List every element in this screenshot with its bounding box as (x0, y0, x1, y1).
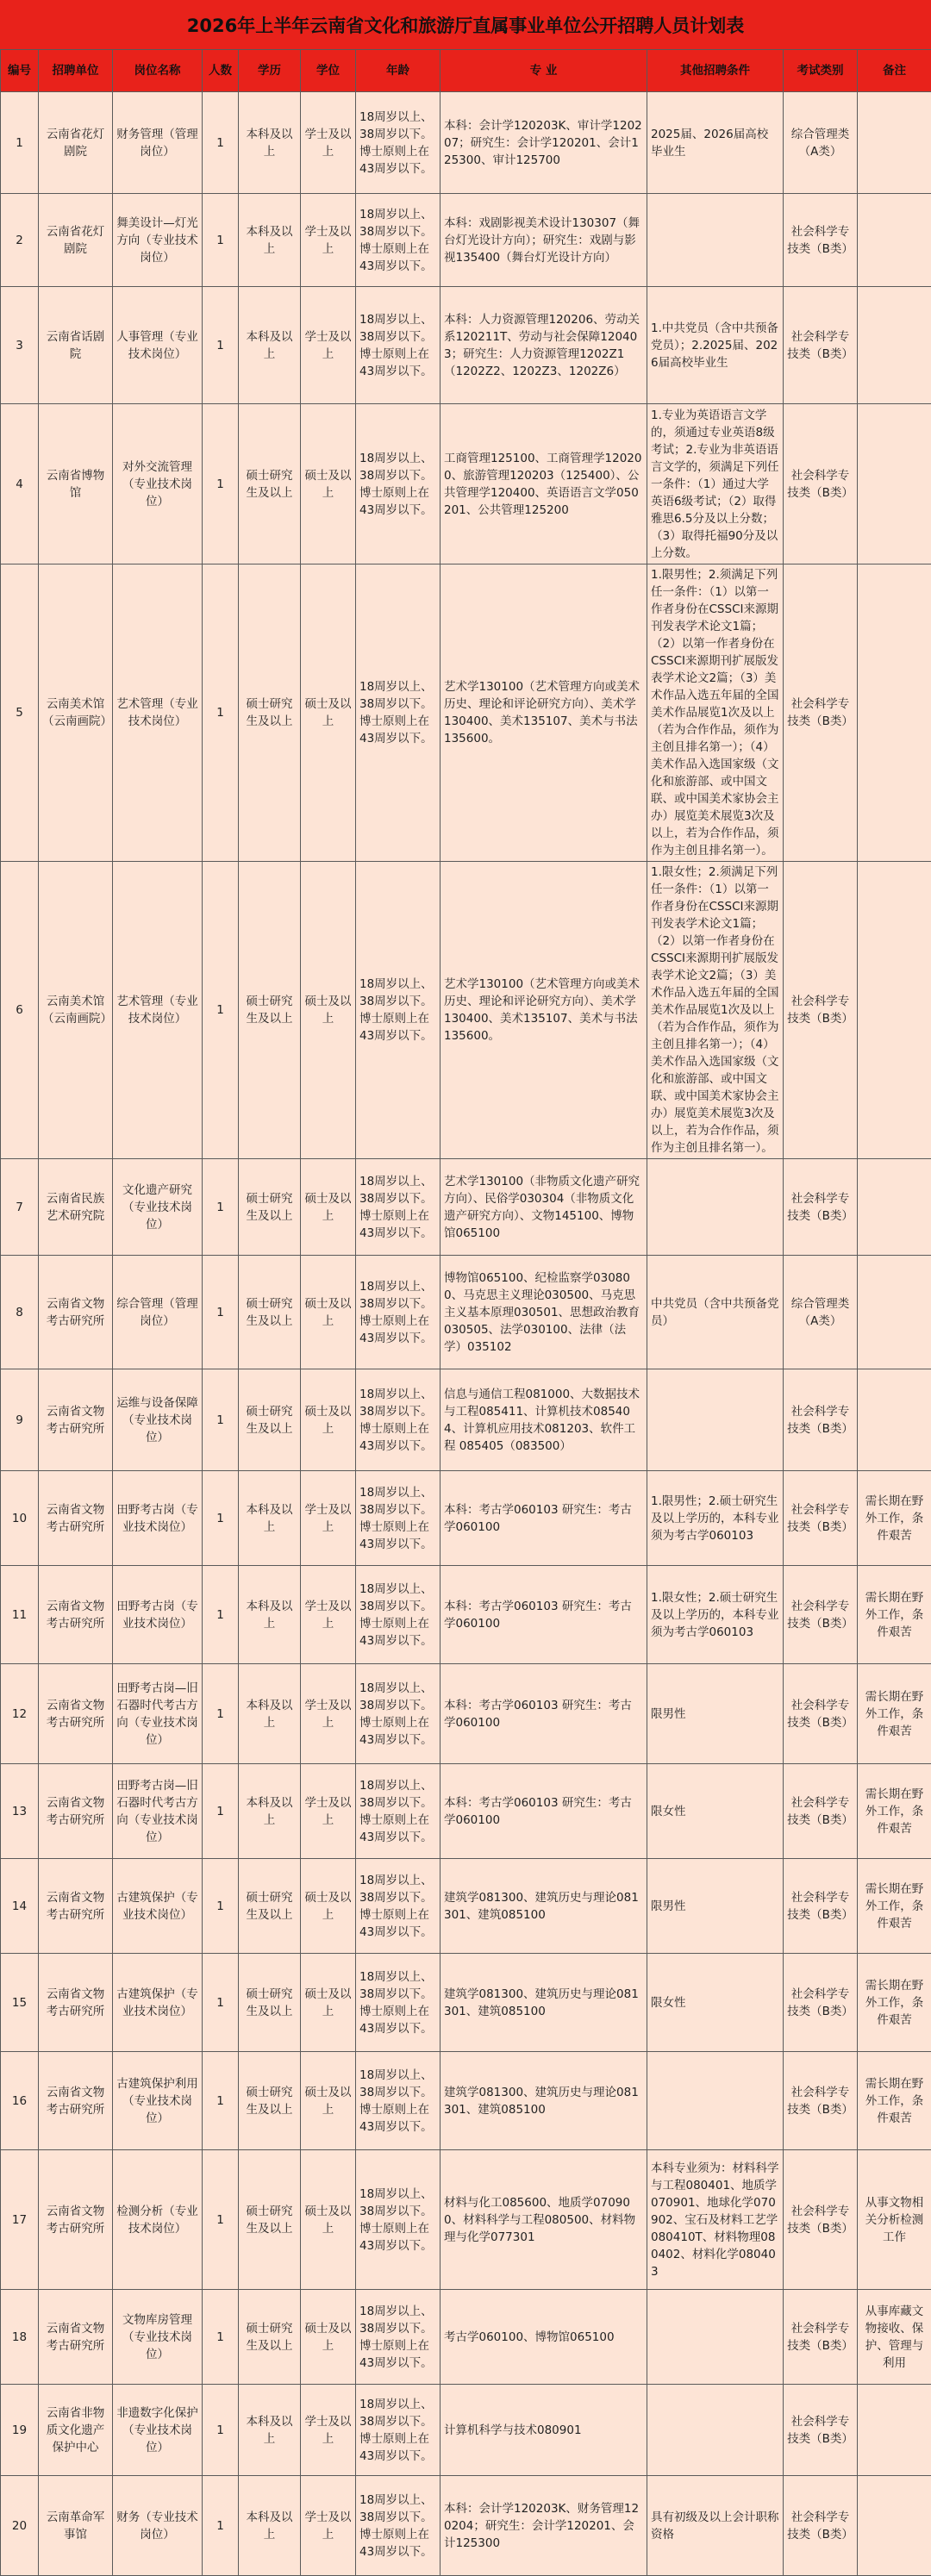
cell-other-conditions: 限女性 (647, 1954, 784, 2052)
col-header-age: 年龄 (356, 50, 441, 92)
cell-post: 综合管理（管理岗位） (113, 1256, 203, 1369)
cell-major: 本科：考古学060103 研究生：考古学060100 (441, 1764, 647, 1859)
cell-count: 1 (203, 1664, 239, 1764)
table-row (1, 2385, 931, 2476)
cell-exam-type: 社会科学专技类（B类） (784, 2476, 858, 2576)
cell-post: 财务（专业技术岗位） (113, 2476, 203, 2576)
cell-post: 古建筑保护（专业技术岗位） (113, 1954, 203, 2052)
cell-no: 18 (1, 2290, 39, 2385)
cell-degree: 硕士及以上 (301, 2150, 356, 2290)
col-header-note: 备注 (858, 50, 931, 92)
cell-count: 1 (203, 1471, 239, 1566)
cell-exam-type: 社会科学专技类（B类） (784, 2290, 858, 2385)
cell-degree: 硕士及以上 (301, 862, 356, 1159)
cell-no: 4 (1, 404, 39, 564)
cell-education: 硕士研究生及以上 (239, 862, 301, 1159)
cell-count: 1 (203, 1859, 239, 1954)
cell-count: 1 (203, 1256, 239, 1369)
cell-age: 18周岁以上、38周岁以下。博士原则上在43周岁以下。 (356, 1369, 441, 1471)
cell-note: 需长期在野外工作，条件艰苦 (858, 1664, 931, 1764)
cell-age: 18周岁以上、38周岁以下。博士原则上在43周岁以下。 (356, 1764, 441, 1859)
cell-degree: 学士及以上 (301, 1764, 356, 1859)
cell-education: 本科及以上 (239, 1471, 301, 1566)
cell-note (858, 1159, 931, 1256)
cell-note: 需长期在野外工作，条件艰苦 (858, 1764, 931, 1859)
cell-major: 信息与通信工程081000、大数据技术与工程085411、计算机技术085404、计算机应用技术081203、软件工程 085405（083500） (441, 1369, 647, 1471)
cell-other-conditions: 1.限男性；2.硕士研究生及以上学历的，本科专业须为考古学060103 (647, 1471, 784, 1566)
table-row (1, 287, 931, 404)
cell-education: 本科及以上 (239, 1664, 301, 1764)
cell-exam-type: 综合管理类（A类） (784, 1256, 858, 1369)
cell-post: 古建筑保护（专业技术岗位） (113, 1859, 203, 1954)
table-row (1, 1471, 931, 1566)
table-row (1, 2476, 931, 2576)
cell-exam-type: 社会科学专技类（B类） (784, 564, 858, 862)
table-row (1, 1256, 931, 1369)
cell-other-conditions: 1.限女性；2.硕士研究生及以上学历的，本科专业须为考古学060103 (647, 1566, 784, 1664)
cell-note (858, 2385, 931, 2476)
table-row (1, 862, 931, 1159)
cell-post: 检测分析（专业技术岗位） (113, 2150, 203, 2290)
cell-major: 本科：会计学120203K、财务管理120204；研究生：会计学120201、会计125300 (441, 2476, 647, 2576)
cell-major: 本科：考古学060103 研究生：考古学060100 (441, 1566, 647, 1664)
cell-post: 艺术管理（专业技术岗位） (113, 564, 203, 862)
cell-no: 12 (1, 1664, 39, 1764)
cell-age: 18周岁以上、38周岁以下。博士原则上在43周岁以下。 (356, 1664, 441, 1764)
cell-unit: 云南省非物质文化遗产保护中心 (39, 2385, 113, 2476)
cell-degree: 学士及以上 (301, 92, 356, 194)
cell-note (858, 92, 931, 194)
cell-count: 1 (203, 194, 239, 287)
cell-note: 从事文物相关分析检测工作 (858, 2150, 931, 2290)
cell-unit: 云南省文物考古研究所 (39, 2290, 113, 2385)
cell-unit: 云南省话剧院 (39, 287, 113, 404)
cell-count: 1 (203, 92, 239, 194)
cell-unit: 云南革命军事馆 (39, 2476, 113, 2576)
cell-no: 3 (1, 287, 39, 404)
cell-education: 硕士研究生及以上 (239, 1159, 301, 1256)
cell-major: 艺术学130100（非物质文化遗产研究方向）、民俗学030304（非物质文化遗产研究方向）、文物145100、博物馆065100 (441, 1159, 647, 1256)
cell-major: 考古学060100、博物馆065100 (441, 2290, 647, 2385)
cell-other-conditions: 限女性 (647, 1764, 784, 1859)
cell-unit: 云南省花灯剧院 (39, 92, 113, 194)
cell-note (858, 1256, 931, 1369)
cell-unit: 云南省文物考古研究所 (39, 1566, 113, 1664)
cell-major: 本科：戏剧影视美术设计130307（舞台灯光设计方向）；研究生：戏剧与影视135400（舞台灯光设计方向） (441, 194, 647, 287)
cell-age: 18周岁以上、38周岁以下。博士原则上在43周岁以下。 (356, 1256, 441, 1369)
cell-other-conditions (647, 1159, 784, 1256)
cell-education: 硕士研究生及以上 (239, 404, 301, 564)
table-row (1, 2150, 931, 2290)
cell-note: 需长期在野外工作，条件艰苦 (858, 1566, 931, 1664)
cell-education: 硕士研究生及以上 (239, 564, 301, 862)
cell-other-conditions: 1.限男性；2.须满足下列任一条件：（1）以第一作者身份在CSSCI来源期刊发表学术论文1篇；（2）以第一作者身份在CSSCI来源期刊扩展版发表学术论文2篇；（3）美术作品入选五年届的全国美术作品展览1次及以上（若为合作作品，须作为主创且排名第一）；（4）美术作品入选国家级（文化和旅游部、或中国文联、或中国美术家协会主办）展览美术展览3次及以上，若为合作作品，须作为主创且排名第一）。 (647, 564, 784, 862)
cell-exam-type: 社会科学专技类（B类） (784, 862, 858, 1159)
cell-note (858, 1369, 931, 1471)
cell-no: 1 (1, 92, 39, 194)
cell-age: 18周岁以上、38周岁以下。博士原则上在43周岁以下。 (356, 404, 441, 564)
cell-other-conditions (647, 194, 784, 287)
col-header-unit: 招聘单位 (39, 50, 113, 92)
cell-other-conditions (647, 2385, 784, 2476)
cell-degree: 学士及以上 (301, 2385, 356, 2476)
cell-note (858, 404, 931, 564)
table-row (1, 564, 931, 862)
cell-exam-type: 社会科学专技类（B类） (784, 1369, 858, 1471)
table-row (1, 1159, 931, 1256)
cell-major: 本科：会计学120203K、审计学120207；研究生：会计学120201、会计125300、审计125700 (441, 92, 647, 194)
cell-exam-type: 社会科学专技类（B类） (784, 2052, 858, 2150)
col-header-other-conditions: 其他招聘条件 (647, 50, 784, 92)
cell-note (858, 194, 931, 287)
cell-major: 本科：人力资源管理120206、劳动关系120211T、劳动与社会保障120403；研究生：人力资源管理1202Z1（1202Z2、1202Z3、1202Z6） (441, 287, 647, 404)
cell-note: 需长期在野外工作，条件艰苦 (858, 2052, 931, 2150)
cell-degree: 硕士及以上 (301, 2290, 356, 2385)
col-header-degree: 学位 (301, 50, 356, 92)
cell-exam-type: 社会科学专技类（B类） (784, 287, 858, 404)
cell-count: 1 (203, 404, 239, 564)
table-row (1, 1566, 931, 1664)
cell-degree: 硕士及以上 (301, 564, 356, 862)
cell-age: 18周岁以上、38周岁以下。博士原则上在43周岁以下。 (356, 194, 441, 287)
cell-other-conditions: 1.中共党员（含中共预备党员）；2.2025届、2026届高校毕业生 (647, 287, 784, 404)
cell-education: 硕士研究生及以上 (239, 2290, 301, 2385)
cell-unit: 云南省文物考古研究所 (39, 2052, 113, 2150)
cell-age: 18周岁以上、38周岁以下。博士原则上在43周岁以下。 (356, 564, 441, 862)
cell-age: 18周岁以上、38周岁以下。博士原则上在43周岁以下。 (356, 1859, 441, 1954)
cell-education: 本科及以上 (239, 1764, 301, 1859)
cell-no: 14 (1, 1859, 39, 1954)
cell-post: 田野考古岗—旧石器时代考古方向（专业技术岗位） (113, 1764, 203, 1859)
cell-count: 1 (203, 862, 239, 1159)
cell-no: 15 (1, 1954, 39, 2052)
cell-count: 1 (203, 287, 239, 404)
table-row (1, 1764, 931, 1859)
cell-education: 本科及以上 (239, 2476, 301, 2576)
cell-post: 对外交流管理（专业技术岗位） (113, 404, 203, 564)
cell-no: 2 (1, 194, 39, 287)
cell-note: 需长期在野外工作，条件艰苦 (858, 1471, 931, 1566)
cell-unit: 云南省文物考古研究所 (39, 1664, 113, 1764)
cell-degree: 硕士及以上 (301, 1159, 356, 1256)
cell-unit: 云南省文物考古研究所 (39, 1471, 113, 1566)
page-title: 2026年上半年云南省文化和旅游厅直属事业单位公开招聘人员计划表 (0, 0, 931, 50)
cell-other-conditions (647, 2052, 784, 2150)
cell-exam-type: 社会科学专技类（B类） (784, 1954, 858, 2052)
cell-post: 文物库房管理（专业技术岗位） (113, 2290, 203, 2385)
cell-education: 硕士研究生及以上 (239, 1256, 301, 1369)
cell-major: 艺术学130100（艺术管理方向或美术历史、理论和评论研究方向）、美术学130400、美术135107、美术与书法135600。 (441, 862, 647, 1159)
cell-count: 1 (203, 1954, 239, 2052)
cell-age: 18周岁以上、38周岁以下。博士原则上在43周岁以下。 (356, 2150, 441, 2290)
cell-age: 18周岁以上、38周岁以下。博士原则上在43周岁以下。 (356, 287, 441, 404)
cell-exam-type: 社会科学专技类（B类） (784, 1471, 858, 1566)
cell-post: 舞美设计—灯光方向（专业技术岗位） (113, 194, 203, 287)
cell-no: 16 (1, 2052, 39, 2150)
cell-exam-type: 社会科学专技类（B类） (784, 1664, 858, 1764)
table-row (1, 1369, 931, 1471)
cell-education: 硕士研究生及以上 (239, 1369, 301, 1471)
cell-no: 20 (1, 2476, 39, 2576)
cell-exam-type: 社会科学专技类（B类） (784, 2150, 858, 2290)
cell-exam-type: 社会科学专技类（B类） (784, 404, 858, 564)
table-row (1, 92, 931, 194)
cell-other-conditions: 本科专业须为：材料科学与工程080401、地质学070901、地球化学070902、宝石及材料工艺学080410T、材料物理080402、材料化学080403 (647, 2150, 784, 2290)
col-header-post: 岗位名称 (113, 50, 203, 92)
table-row (1, 1954, 931, 2052)
cell-education: 硕士研究生及以上 (239, 1859, 301, 1954)
cell-no: 13 (1, 1764, 39, 1859)
table-row (1, 1859, 931, 1954)
cell-count: 1 (203, 2052, 239, 2150)
cell-post: 运维与设备保障（专业技术岗位） (113, 1369, 203, 1471)
cell-other-conditions: 2025届、2026届高校毕业生 (647, 92, 784, 194)
cell-education: 本科及以上 (239, 287, 301, 404)
cell-degree: 学士及以上 (301, 1566, 356, 1664)
cell-education: 硕士研究生及以上 (239, 2150, 301, 2290)
cell-unit: 云南省文物考古研究所 (39, 1859, 113, 1954)
cell-degree: 学士及以上 (301, 1664, 356, 1764)
cell-age: 18周岁以上、38周岁以下。博士原则上在43周岁以下。 (356, 92, 441, 194)
cell-unit: 云南美术馆（云南画院） (39, 862, 113, 1159)
table-row (1, 2052, 931, 2150)
col-header-exam-type: 考试类别 (784, 50, 858, 92)
cell-count: 1 (203, 2150, 239, 2290)
cell-post: 艺术管理（专业技术岗位） (113, 862, 203, 1159)
cell-note: 从事库藏文物接收、保护、管理与利用 (858, 2290, 931, 2385)
cell-note (858, 862, 931, 1159)
cell-age: 18周岁以上、38周岁以下。博士原则上在43周岁以下。 (356, 2385, 441, 2476)
cell-no: 8 (1, 1256, 39, 1369)
cell-count: 1 (203, 1369, 239, 1471)
cell-other-conditions: 限男性 (647, 1664, 784, 1764)
table-row (1, 404, 931, 564)
cell-exam-type: 社会科学专技类（B类） (784, 194, 858, 287)
cell-degree: 学士及以上 (301, 194, 356, 287)
cell-major: 建筑学081300、建筑历史与理论081301、建筑085100 (441, 1954, 647, 2052)
cell-post: 非遗数字化保护（专业技术岗位） (113, 2385, 203, 2476)
table-row (1, 1664, 931, 1764)
cell-no: 19 (1, 2385, 39, 2476)
cell-degree: 硕士及以上 (301, 2052, 356, 2150)
cell-degree: 学士及以上 (301, 287, 356, 404)
cell-unit: 云南省文物考古研究所 (39, 1369, 113, 1471)
cell-age: 18周岁以上、38周岁以下。博士原则上在43周岁以下。 (356, 862, 441, 1159)
cell-age: 18周岁以上、38周岁以下。博士原则上在43周岁以下。 (356, 1471, 441, 1566)
cell-count: 1 (203, 2290, 239, 2385)
cell-education: 硕士研究生及以上 (239, 2052, 301, 2150)
cell-count: 1 (203, 2476, 239, 2576)
cell-unit: 云南省文物考古研究所 (39, 2150, 113, 2290)
cell-other-conditions (647, 1369, 784, 1471)
cell-degree: 硕士及以上 (301, 1369, 356, 1471)
cell-exam-type: 社会科学专技类（B类） (784, 1566, 858, 1664)
cell-exam-type: 社会科学专技类（B类） (784, 1159, 858, 1256)
cell-age: 18周岁以上、38周岁以下。博士原则上在43周岁以下。 (356, 1566, 441, 1664)
cell-degree: 学士及以上 (301, 1471, 356, 1566)
col-header-no: 编号 (1, 50, 39, 92)
cell-count: 1 (203, 2385, 239, 2476)
cell-count: 1 (203, 1159, 239, 1256)
cell-unit: 云南省花灯剧院 (39, 194, 113, 287)
col-header-count: 人数 (203, 50, 239, 92)
cell-degree: 硕士及以上 (301, 1859, 356, 1954)
cell-major: 工商管理125100、工商管理学120200、旅游管理120203（125400）、公共管理学120400、英语语言文学050201、公共管理125200 (441, 404, 647, 564)
cell-post: 田野考古岗（专业技术岗位） (113, 1566, 203, 1664)
cell-major: 计算机科学与技术080901 (441, 2385, 647, 2476)
cell-education: 本科及以上 (239, 92, 301, 194)
cell-age: 18周岁以上、38周岁以下。博士原则上在43周岁以下。 (356, 2476, 441, 2576)
cell-unit: 云南省博物馆 (39, 404, 113, 564)
cell-other-conditions: 限男性 (647, 1859, 784, 1954)
header-row (1, 50, 931, 92)
cell-other-conditions (647, 2290, 784, 2385)
cell-degree: 硕士及以上 (301, 1954, 356, 2052)
cell-exam-type: 综合管理类（A类） (784, 92, 858, 194)
cell-post: 人事管理（专业技术岗位） (113, 287, 203, 404)
cell-no: 7 (1, 1159, 39, 1256)
cell-no: 17 (1, 2150, 39, 2290)
recruitment-table (0, 49, 931, 2576)
cell-post: 古建筑保护利用（专业技术岗位） (113, 2052, 203, 2150)
cell-note: 需长期在野外工作，条件艰苦 (858, 1954, 931, 2052)
cell-other-conditions: 1.限女性；2.须满足下列任一条件：（1）以第一作者身份在CSSCI来源期刊发表学术论文1篇；（2）以第一作者身份在CSSCI来源期刊扩展版发表学术论文2篇；（3）美术作品入选五年届的全国美术作品展览1次及以上（若为合作作品，须作为主创且排名第一）；（4）美术作品入选国家级（文化和旅游部、或中国文联、或中国美术家协会主办）展览美术展览3次及以上，若为合作作品，须作为主创且排名第一）。 (647, 862, 784, 1159)
cell-no: 6 (1, 862, 39, 1159)
cell-degree: 硕士及以上 (301, 404, 356, 564)
cell-education: 本科及以上 (239, 1566, 301, 1664)
table-row (1, 2290, 931, 2385)
cell-age: 18周岁以上、38周岁以下。博士原则上在43周岁以下。 (356, 1954, 441, 2052)
cell-age: 18周岁以上、38周岁以下。博士原则上在43周岁以下。 (356, 2052, 441, 2150)
cell-unit: 云南美术馆（云南画院） (39, 564, 113, 862)
cell-age: 18周岁以上、38周岁以下。博士原则上在43周岁以下。 (356, 1159, 441, 1256)
cell-major: 本科：考古学060103 研究生：考古学060100 (441, 1471, 647, 1566)
table-row (1, 194, 931, 287)
cell-count: 1 (203, 564, 239, 862)
cell-count: 1 (203, 1566, 239, 1664)
cell-no: 11 (1, 1566, 39, 1664)
cell-exam-type: 社会科学专技类（B类） (784, 2385, 858, 2476)
cell-major: 建筑学081300、建筑历史与理论081301、建筑085100 (441, 1859, 647, 1954)
cell-no: 5 (1, 564, 39, 862)
cell-note (858, 287, 931, 404)
cell-post: 田野考古岗（专业技术岗位） (113, 1471, 203, 1566)
col-header-major: 专 业 (441, 50, 647, 92)
cell-unit: 云南省文物考古研究所 (39, 1954, 113, 2052)
cell-major: 艺术学130100（艺术管理方向或美术历史、理论和评论研究方向）、美术学130400、美术135107、美术与书法135600。 (441, 564, 647, 862)
col-header-education: 学历 (239, 50, 301, 92)
cell-unit: 云南省文物考古研究所 (39, 1256, 113, 1369)
cell-major: 材料与化工085600、地质学070900、材料科学与工程080500、材料物理与化学077301 (441, 2150, 647, 2290)
cell-unit: 云南省民族艺术研究院 (39, 1159, 113, 1256)
cell-post: 文化遗产研究（专业技术岗位） (113, 1159, 203, 1256)
cell-major: 本科：考古学060103 研究生：考古学060100 (441, 1664, 647, 1764)
cell-post: 财务管理（管理岗位） (113, 92, 203, 194)
cell-other-conditions: 具有初级及以上会计职称资格 (647, 2476, 784, 2576)
cell-education: 本科及以上 (239, 2385, 301, 2476)
cell-note: 需长期在野外工作，条件艰苦 (858, 1859, 931, 1954)
cell-note (858, 564, 931, 862)
cell-post: 田野考古岗—旧石器时代考古方向（专业技术岗位） (113, 1664, 203, 1764)
cell-no: 9 (1, 1369, 39, 1471)
cell-exam-type: 社会科学专技类（B类） (784, 1764, 858, 1859)
cell-major: 建筑学081300、建筑历史与理论081301、建筑085100 (441, 2052, 647, 2150)
cell-unit: 云南省文物考古研究所 (39, 1764, 113, 1859)
cell-age: 18周岁以上、38周岁以下。博士原则上在43周岁以下。 (356, 2290, 441, 2385)
cell-education: 硕士研究生及以上 (239, 1954, 301, 2052)
cell-education: 本科及以上 (239, 194, 301, 287)
cell-major: 博物馆065100、纪检监察学030800、马克思主义理论030500、马克思主义基本原理030501、思想政治教育030505、法学030100、法律（法学）035102 (441, 1256, 647, 1369)
cell-degree: 学士及以上 (301, 2476, 356, 2576)
cell-degree: 硕士及以上 (301, 1256, 356, 1369)
cell-other-conditions: 中共党员（含中共预备党员） (647, 1256, 784, 1369)
cell-no: 10 (1, 1471, 39, 1566)
cell-count: 1 (203, 1764, 239, 1859)
cell-exam-type: 社会科学专技类（B类） (784, 1859, 858, 1954)
cell-note (858, 2476, 931, 2576)
cell-other-conditions: 1.专业为英语语言文学的，须通过专业英语8级考试；2.专业为非英语语言文学的，须满足下列任一条件：（1）通过大学英语6级考试；（2）取得雅思6.5分及以上分数；（3）取得托福90分及以上分数。 (647, 404, 784, 564)
